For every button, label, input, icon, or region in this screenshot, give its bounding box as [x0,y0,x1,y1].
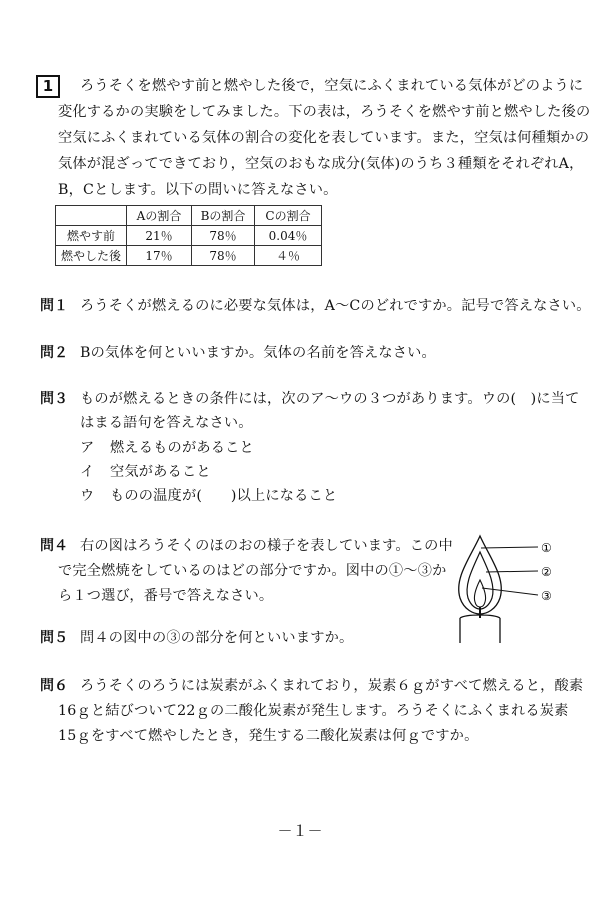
intro-line-4: 気体が混ざってできており，空気のおもな成分(気体)のうち３種類をそれぞれA， [58,156,584,172]
figure-label-3: ③ [541,589,552,603]
problem-number: 1 [36,75,60,98]
gas-ratio-table [55,205,322,266]
q4-text-3: ら１つ選び，番号で答えなさい。 [58,588,274,604]
q3-option-text-u: ものの温度が( )以上になること [110,488,338,504]
q3-label: 問３ [40,391,68,407]
q5-label: 問５ [40,630,68,646]
q3-option-text-i: 空気があること [110,464,211,480]
leader-line-3 [482,588,538,595]
q6-text-3: 15ｇをすべて燃やしたとき，発生する二酸化炭素は何ｇですか。 [58,728,479,744]
table-row [56,226,322,246]
table-header-cell [56,206,127,226]
q2-text: Bの気体を何といいますか。気体の名前を答えなさい。 [80,345,436,361]
q6-label: 問６ [40,678,68,694]
q3-option-mark-a: ア [80,440,95,456]
table-cell: 78％ [192,226,255,246]
table-cell: 燃やす前 [56,226,127,246]
intro-line-5: B，Cとします。以下の問いに答えなさい。 [58,182,338,198]
q2-label: 問２ [40,345,68,361]
q4-text-1: 右の図はろうそくのほのおの様子を表しています。この中 [80,538,453,554]
table-cell: 0.04％ [255,226,322,246]
figure-label-1: ① [541,541,552,555]
table-cell: 21％ [127,226,192,246]
table-cell: 78％ [192,246,255,266]
q1-text: ろうそくが燃えるのに必要な気体は，A～Cのどれですか。記号で答えなさい。 [80,298,591,314]
flame-inner-zone [474,580,485,607]
q3-text-2: はまる語句を答えなさい。 [80,415,253,431]
intro-line-1: ろうそくを燃やす前と燃やした後で，空気にふくまれている気体がどのように [80,78,584,94]
table-header-cell: Cの割合 [255,206,322,226]
table-cell: 燃やした後 [56,246,127,266]
q1-label: 問１ [40,298,68,314]
q4-label: 問４ [40,538,68,554]
q4-text-2: で完全燃焼をしているのはどの部分ですか。図中の①～③か [58,563,447,579]
table-cell: 17％ [127,246,192,266]
q6-text-2: 16ｇと結びついて22ｇの二酸化炭素が発生します。ろうそくにふくまれる炭素 [58,703,569,719]
q3-option-mark-i: イ [80,464,95,480]
q6-text-1: ろうそくのろうには炭素がふくまれており，炭素６ｇがすべて燃えると，酸素 [80,678,584,694]
table-row [56,246,322,266]
q3-option-text-a: 燃えるものがあること [110,440,254,456]
table-header-row [56,206,322,226]
table-header-cell: Bの割合 [192,206,255,226]
leader-line-1 [481,547,538,548]
q3-text-1: ものが燃えるときの条件には，次のア～ウの３つがあります。ウの( )に当て [80,391,580,407]
table-cell: ４％ [255,246,322,266]
page-number: －１－ [277,822,323,840]
intro-line-2: 変化するかの実験をしてみました。下の表は，ろうそくを燃やす前と燃やした後の [58,104,591,120]
candle-body [460,615,500,643]
table-header-cell: Aの割合 [127,206,192,226]
q5-text: 問４の図中の③の部分を何といいますか。 [80,630,354,646]
leader-line-2 [486,571,538,572]
candle-flame-figure [440,528,570,643]
intro-line-3: 空気にふくまれている気体の割合の変化を表しています。また，空気は何種類かの [58,130,590,146]
q3-option-mark-u: ウ [80,488,95,504]
figure-label-2: ② [541,565,552,579]
